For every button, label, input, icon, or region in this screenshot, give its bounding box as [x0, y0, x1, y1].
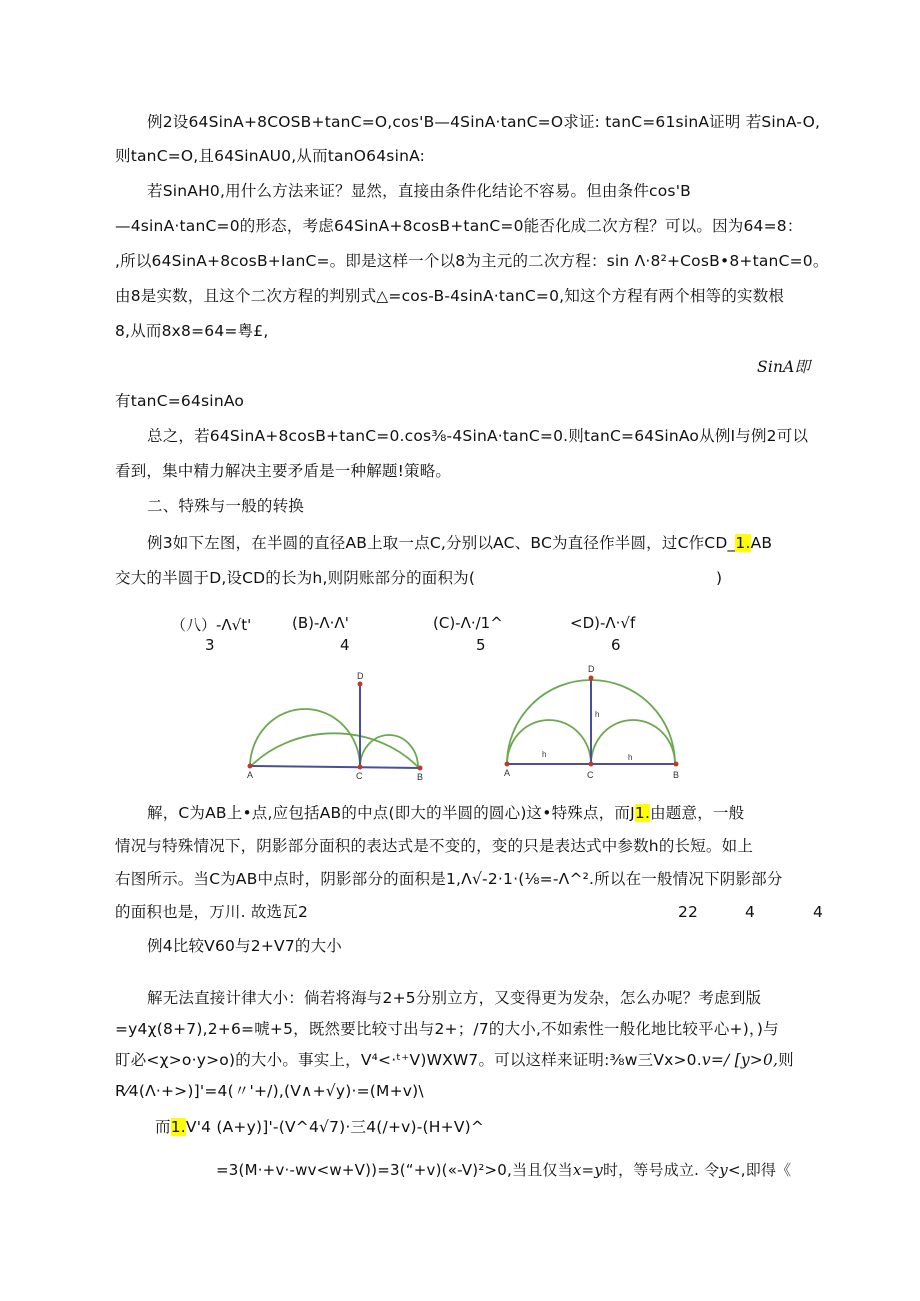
option-a: （八）-Λ√t' — [171, 616, 252, 634]
ex3-paren-close: ) — [716, 569, 723, 587]
ex4-line-5-text: 而 — [155, 1118, 171, 1136]
ex2-line-7: 8,从而8x8=64=粤£, — [115, 322, 269, 340]
label-b: B — [417, 772, 424, 782]
label-b: B — [673, 770, 680, 780]
large-semicircle-arc — [250, 733, 418, 767]
point-b — [418, 766, 423, 771]
small-semicircle-ac-arc — [507, 720, 591, 764]
sol3-num-4a: 4 — [745, 903, 756, 921]
point-c — [358, 765, 363, 770]
label-h-left: h — [542, 750, 547, 759]
ex4-line-3-italic: v=∕ [y>0, — [701, 1051, 779, 1069]
ex2-line-5: ,所以64SinA+8cosB+IanC=。即是这样一个以8为主元的二次方程：sin Λ·8²+CosB•8+tanC=0。 — [115, 252, 829, 270]
ex4-line-6-end: <,即得《 — [727, 1161, 792, 1179]
ex2-sina-fragment: SinA即 — [757, 358, 811, 376]
diameter-ab — [250, 766, 420, 768]
point-a — [505, 762, 510, 767]
sol3-line-1-text: 解，C为AB上•点,应包括AB的中点(即大的半圆的圆心)这•特殊点，而J — [147, 804, 635, 822]
ex3-line-1 — [147, 533, 772, 553]
ex4-line-3 — [115, 1050, 794, 1070]
label-c: C — [587, 770, 594, 780]
sol3-line-4: 的面积也是，万川. 故选瓦2 — [115, 903, 309, 921]
ex4-line-6-mid: 时，等号成立. 令 — [602, 1161, 720, 1179]
label-c: C — [356, 771, 363, 781]
sol3-num-22: 22 — [678, 903, 699, 921]
option-d: <D)-Λ·√f — [570, 614, 636, 632]
ex2-line-2: 则tanC=O,且64SinAU0,从而tanO64sinA: — [115, 147, 426, 165]
small-semicircle-cb-arc — [591, 720, 675, 764]
highlight-mark: 1. — [170, 1118, 186, 1136]
summary-line-1: 总之，若64SinA+8cosB+tanC=0.cos⅜-4SinA·tanC=0.则tanC=64SinAo从例I与例2可以 — [147, 427, 809, 445]
ex2-line-8: 有tanC=64sinAo — [115, 392, 245, 410]
label-a: A — [504, 768, 511, 778]
ex3-line-2: 交大的半圆于D,设CD的长为h,则阴账部分的面积为( — [115, 569, 476, 587]
section-heading: 二、特殊与一般的转换 — [147, 497, 305, 515]
sol3-line-1-end: 由题意，一般 — [650, 804, 745, 822]
ex3-line-1-end: AB — [750, 534, 773, 552]
label-h-right: h — [628, 753, 633, 762]
label-d: D — [357, 671, 364, 681]
point-d — [589, 676, 594, 681]
option-d-denominator: 6 — [611, 636, 621, 654]
option-c: (C)-Λ·/1^ — [433, 614, 503, 632]
small-semicircle-ac-arc — [250, 709, 360, 767]
highlight-mark: 1. — [634, 804, 651, 822]
ex2-line-1: 例2设64SinA+8COSB+tanC=O,cos'B—4SinA·tanC=O求证: tanC=61sinA证明 若SinA-O, — [147, 113, 821, 131]
ex4-line-4: R⁄4(Λ·+>)]'=4(〃'+/),(V∧+√y)·=(M+v)\ — [115, 1082, 424, 1100]
point-c — [589, 762, 594, 767]
option-b: (B)-Λ·Λ' — [292, 614, 349, 632]
ex4-title: 例4比较V60与2+V7的大小 — [147, 937, 343, 955]
summary-line-2: 看到，集中精力解决主要矛盾是一种解题!策略。 — [115, 462, 452, 480]
label-a: A — [247, 770, 254, 780]
ex2-line-4: —4sinA·tanC=0的形态，考虑64SinA+8cosB+tanC=0能否化成二次方程？可以。因为64=8： — [115, 217, 803, 235]
ex4-line-3-end: 则 — [778, 1051, 794, 1069]
ex2-line-6: 由8是实数，且这个二次方程的判别式△=cos-B-4sinA·tanC=0,知这个方程有两个相等的实数根 — [115, 287, 785, 305]
ex4-line-6 — [216, 1160, 791, 1180]
point-b — [674, 762, 679, 767]
ex4-line-6-italic-y: y — [719, 1161, 728, 1179]
option-c-denominator: 5 — [476, 636, 486, 654]
ex4-line-6-text: =3(M·+v·-wv<w+V))=3(“+v)(«-V)²>0,当且仅当 — [216, 1161, 573, 1179]
point-a — [248, 764, 253, 769]
label-d: D — [588, 664, 595, 674]
figure-right — [494, 660, 689, 784]
ex4-line-5-end: V'4 (A+y)]'-(V^4√7)·三4(/+v)-(H+V)^ — [185, 1118, 485, 1136]
ex2-line-3: 若SinAH0,用什么方法来证？显然，直接由条件化结论不容易。但由条件cos'B — [147, 182, 691, 200]
option-a-denominator: 3 — [205, 636, 215, 654]
sol3-line-3: 右图所示。当C为AB中点时，阴影部分的面积是1,Λ√-2·1·(⅛=-Λ^².所以在一般情况下阴影部分 — [115, 870, 783, 888]
ex4-line-1: 解无法直接计律大小：倘若将海与2+5分别立方，又变得更为发杂，怎么办呢？考虑到版 — [147, 989, 762, 1007]
highlight-mark: 1. — [735, 534, 751, 552]
ex4-line-2: =y4χ(8+7),2+6=唬+5，既然要比较寸出与2+；/7的大小,不如索性一般化地比较平心+)，)与 — [115, 1020, 779, 1038]
sol3-line-1 — [147, 803, 744, 823]
point-d — [358, 682, 363, 687]
figure-left — [236, 662, 438, 784]
ex4-line-3-text: 盯必<χ>o·y>o)的大小。事实上，V⁴<·ᵗ⁺V)WXW7。可以这样来证明:⅜w三Vx>0. — [115, 1051, 702, 1069]
small-semicircle-cb-arc — [360, 735, 418, 767]
ex3-line-1-text: 例3如下左图，在半圆的直径AB上取一点C,分别以AC、BC为直径作半圆，过C作CD_ — [147, 534, 736, 552]
ex4-line-6-italic: x=y — [572, 1161, 603, 1179]
sol3-line-2: 情况与特殊情况下，阴影部分面积的表达式是不变的，变的只是表达式中参数h的长短。如上 — [115, 837, 754, 855]
ex4-line-5 — [155, 1117, 484, 1137]
label-h-vertical: h — [595, 710, 600, 719]
option-b-denominator: 4 — [340, 636, 350, 654]
sol3-num-4b: 4 — [813, 903, 824, 921]
